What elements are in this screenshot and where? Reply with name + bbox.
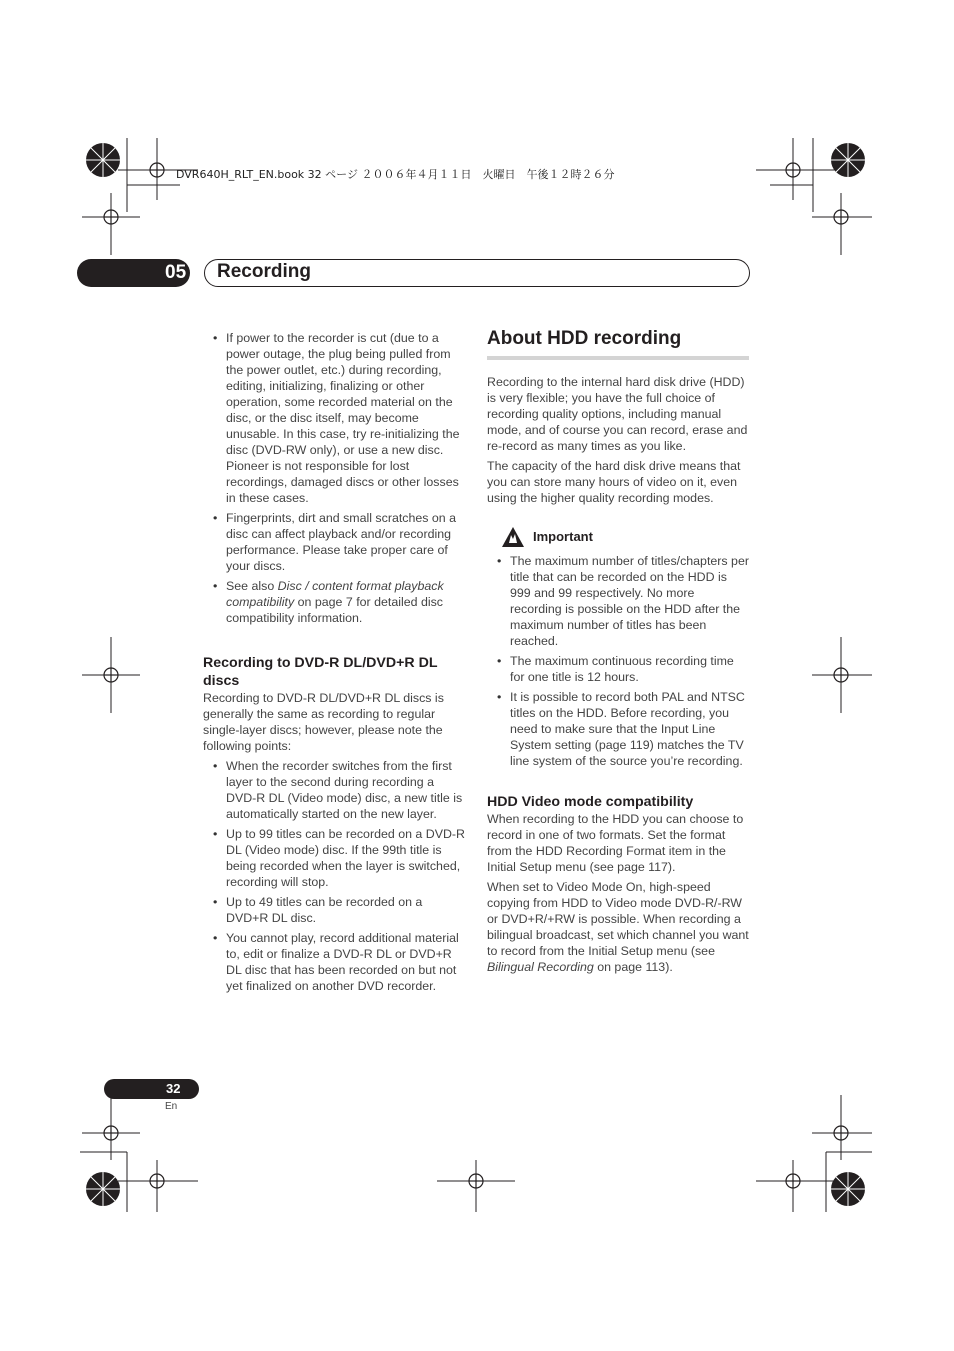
list-item: • If power to the recorder is cut (due to a power outage, the plug being pulled from the power outlet, etc.) during recording, editing, initializing, finalizing or other operation, some recorded material on the disc, or the disc itself, may become unusable. In this case, try re-initializing the disc (DVD-RW only), or use a new disc. Pioneer is not responsible for lost recordings, damaged discs or other losses in these cases.	[203, 330, 465, 506]
chapter-title: Recording	[217, 261, 311, 282]
paragraph	[487, 879, 749, 975]
important-list	[487, 553, 749, 769]
page-number-tab	[104, 1079, 199, 1099]
right-column	[487, 326, 749, 979]
important-label: Important	[533, 529, 593, 544]
paragraph: The capacity of the hard disk drive means that you can store many hours of video on it, even using the higher quality recording modes.	[487, 459, 741, 505]
paragraph-text: on page 113).	[593, 960, 673, 974]
language-code: En	[165, 1101, 178, 1112]
list-item-text: on page 7 for detailed disc compatibility information.	[226, 595, 443, 625]
list-item: • When the recorder switches from the first layer to the second during recording a DVD-R DL (Video mode) disc, a new title is automatically started on the new layer.	[203, 758, 465, 822]
left-column	[203, 330, 465, 998]
list-item-text: See also	[226, 579, 278, 593]
list-item	[203, 578, 465, 626]
list-item: • Fingerprints, dirt and small scratches on a disc can affect playback and/or recording performance. Please take proper care of your discs.	[203, 510, 465, 574]
section-title: About HDD recording	[487, 326, 749, 360]
chapter-number: 05	[165, 262, 187, 283]
dl-heading: Recording to DVD-R DL/DVD+R DL discs	[203, 655, 438, 689]
page-number: 32	[166, 1081, 181, 1096]
cross-reference: Disc / content format playback compatibility	[226, 579, 444, 609]
list-item: • The maximum continuous recording time for one title is 12 hours.	[487, 653, 749, 685]
cross-reference: Bilingual Recording	[487, 960, 594, 974]
compat-heading: HDD Video mode compatibility	[487, 794, 694, 810]
dl-list	[203, 758, 465, 994]
list-item: • You cannot play, record additional material to, edit or finalize a DVD-R DL or DVD+R DL disc that has been recorded on but not yet finalized on another DVD recorder.	[203, 930, 465, 994]
paragraph: When recording to the HDD you can choose to record in one of two formats. Set the format from the HDD Recording Format item in the Initial Setup menu (see page 117).	[487, 812, 744, 874]
list-item: • It is possible to record both PAL and NTSC titles on the HDD. Before recording, you need to make sure that the Input Line System setting (page 119) matches the TV line system of the source you’re recording.	[487, 689, 749, 769]
print-header: DVR640H_RLT_EN.book 32 ページ ２００６年４月１１日 火曜日 午後１２時２６分	[176, 168, 615, 181]
dl-intro: Recording to DVD-R DL/DVD+R DL discs is generally the same as recording to regular single-layer discs; however, please note the following points:	[203, 691, 444, 753]
warning-icon	[501, 526, 525, 548]
paragraph: Recording to the internal hard disk drive (HDD) is very flexible; you have the full choice of recording quality options, including manual mode, and of course you can record, erase and re-record as many times as you like.	[487, 375, 748, 453]
list-item: • Up to 99 titles can be recorded on a DVD-R DL (Video mode) disc. If the 99th title is being recorded when the layer is switched, recording will stop.	[203, 826, 465, 890]
list-item: • Up to 49 titles can be recorded on a DVD+R DL disc.	[203, 894, 465, 926]
paragraph-text: When set to Video Mode On, high-speed copying from HDD to Video mode DVD-R/-RW or DVD+R/+RW is possible. When recording a bilingual broadcast, set which channel you want to record from the Initial Setup menu (see	[487, 880, 749, 958]
list-item: • The maximum number of titles/chapters per title that can be recorded on the HDD is 999 and 99 respectively. No more recording is possible on the HDD after the maximum number of titles has been reached.	[487, 553, 749, 649]
important-callout	[501, 526, 749, 548]
caution-list	[203, 330, 465, 626]
